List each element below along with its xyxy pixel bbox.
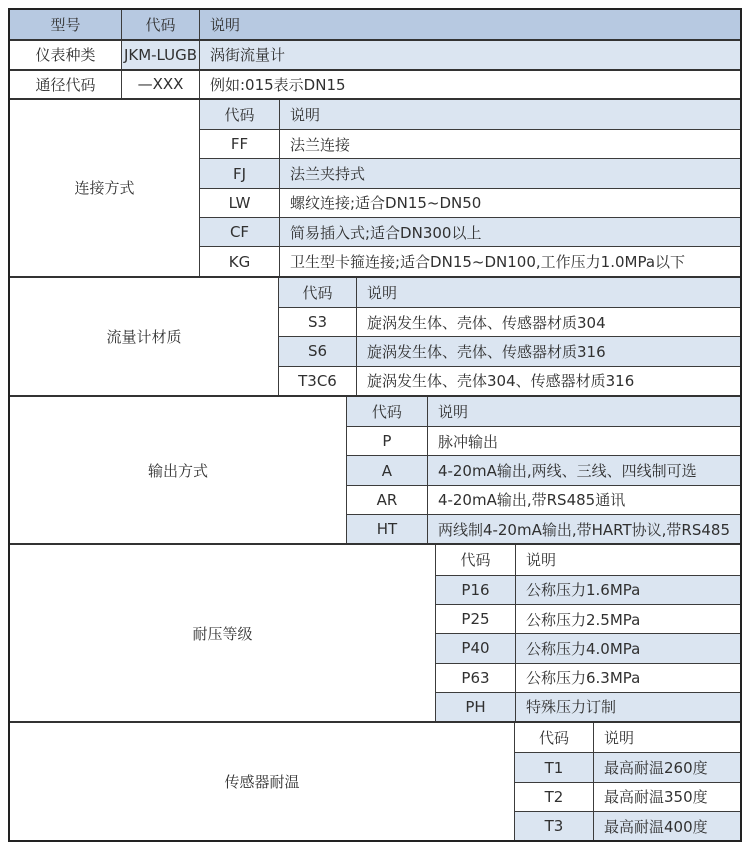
code-cell: PH xyxy=(436,693,515,721)
code-cell: A xyxy=(347,456,427,484)
section-pressure-rating xyxy=(10,543,740,721)
table-row xyxy=(436,604,740,633)
section-label: 流量计材质 xyxy=(10,278,278,395)
diameter-code-label: 通径代码 xyxy=(35,75,96,94)
subheader-desc: 说明 xyxy=(593,723,740,752)
desc-cell: 4-20mA输出,两线、三线、四线制可选 xyxy=(427,456,740,484)
code-cell: T2 xyxy=(544,787,564,806)
section-rows xyxy=(199,100,740,276)
table-row xyxy=(279,307,740,336)
table-row xyxy=(347,485,740,514)
table-row xyxy=(200,217,740,246)
code-cell: T3C6 xyxy=(298,371,337,390)
header-code-col: 代码 xyxy=(121,10,199,39)
subheader-desc: 说明 xyxy=(356,278,740,307)
code-cell: P40 xyxy=(436,634,515,662)
header-model-col: 型号 xyxy=(10,10,121,39)
table-row xyxy=(436,633,740,662)
desc-cell: 旋涡发生体、壳体、传感器材质316 xyxy=(356,337,740,365)
section-rows xyxy=(514,723,740,840)
section-label: 连接方式 xyxy=(10,100,199,276)
code-cell: T1 xyxy=(515,753,593,781)
diameter-code-desc: 例如:015表示DN15 xyxy=(199,71,740,98)
section-connection-type xyxy=(10,98,740,276)
desc-cell: 最高耐温260度 xyxy=(593,753,740,781)
desc-cell: 公称压力2.5MPa xyxy=(515,605,740,633)
table-row xyxy=(515,752,740,781)
subheader-row xyxy=(279,278,740,307)
subheader-code: 代码 xyxy=(279,278,356,307)
subheader-row xyxy=(436,545,740,574)
table-row xyxy=(200,129,740,158)
desc-cell: 公称压力1.6MPa xyxy=(515,576,740,604)
table-row xyxy=(436,663,740,692)
subheader-code: 代码 xyxy=(347,397,427,426)
table-row xyxy=(279,366,740,395)
diameter-code-code: —XXX xyxy=(121,71,199,98)
table-row xyxy=(515,811,740,840)
desc-cell: 简易插入式;适合DN300以上 xyxy=(279,218,740,246)
section-rows xyxy=(435,545,740,721)
subheader-row xyxy=(515,723,740,752)
desc-cell: 4-20mA输出,带RS485通讯 xyxy=(427,486,740,514)
table-row xyxy=(347,426,740,455)
table-row xyxy=(436,575,740,604)
subheader-desc: 说明 xyxy=(427,397,740,426)
row-diameter-code xyxy=(10,69,740,98)
model-code-table xyxy=(8,8,742,842)
section-output-mode xyxy=(10,395,740,543)
section-rows xyxy=(278,278,740,395)
instrument-type-desc: 涡街流量计 xyxy=(199,41,740,68)
code-cell: P xyxy=(382,432,392,451)
section-sensor-temp xyxy=(10,721,740,840)
section-rows xyxy=(346,397,740,543)
section-label: 传感器耐温 xyxy=(10,723,514,840)
desc-cell: 特殊压力订制 xyxy=(515,693,740,721)
code-cell: FF xyxy=(230,135,249,154)
code-cell: P25 xyxy=(461,610,490,629)
code-cell: HT xyxy=(347,515,427,543)
table-row xyxy=(200,158,740,187)
desc-cell: 法兰夹持式 xyxy=(279,159,740,187)
subheader-code: 代码 xyxy=(460,551,491,570)
desc-cell: 法兰连接 xyxy=(279,130,740,158)
table-row xyxy=(347,455,740,484)
table-row xyxy=(200,246,740,275)
code-cell: P63 xyxy=(461,668,490,687)
desc-cell: 最高耐温350度 xyxy=(593,783,740,811)
subheader-row xyxy=(200,100,740,129)
desc-cell: 脉冲输出 xyxy=(427,427,740,455)
desc-cell: 最高耐温400度 xyxy=(593,812,740,840)
code-cell: FJ xyxy=(200,159,279,187)
header-desc-col: 说明 xyxy=(199,10,740,39)
code-cell: T3 xyxy=(515,812,593,840)
section-meter-material xyxy=(10,276,740,395)
code-cell: AR xyxy=(376,490,398,509)
subheader-code: 代码 xyxy=(538,729,569,748)
subheader-desc: 说明 xyxy=(279,100,740,129)
table-header-row xyxy=(10,10,740,39)
desc-cell: 公称压力6.3MPa xyxy=(515,664,740,692)
code-cell: KG xyxy=(228,252,251,271)
desc-cell: 两线制4-20mA输出,带HART协议,带RS485 xyxy=(427,515,740,543)
subheader-row xyxy=(347,397,740,426)
desc-cell: 卫生型卡箍连接;适合DN15~DN100,工作压力1.0MPa以下 xyxy=(279,247,740,275)
table-row xyxy=(347,514,740,543)
desc-cell: 旋涡发生体、壳体304、传感器材质316 xyxy=(356,367,740,395)
code-cell: P16 xyxy=(436,576,515,604)
section-label: 输出方式 xyxy=(10,397,346,543)
table-row xyxy=(436,692,740,721)
subheader-code: 代码 xyxy=(200,100,279,129)
table-row xyxy=(515,782,740,811)
section-label: 耐压等级 xyxy=(10,545,435,721)
row-instrument-type xyxy=(10,39,740,68)
table-row xyxy=(279,336,740,365)
code-cell: S6 xyxy=(279,337,356,365)
instrument-type-code: JKM-LUGB xyxy=(121,41,199,68)
desc-cell: 旋涡发生体、壳体、传感器材质304 xyxy=(356,308,740,336)
code-cell: S3 xyxy=(307,313,328,332)
instrument-type-label: 仪表种类 xyxy=(35,46,96,65)
code-cell: CF xyxy=(200,218,279,246)
subheader-desc: 说明 xyxy=(515,545,740,574)
code-cell: LW xyxy=(228,193,251,212)
desc-cell: 螺纹连接;适合DN15~DN50 xyxy=(279,189,740,217)
table-row xyxy=(200,188,740,217)
desc-cell: 公称压力4.0MPa xyxy=(515,634,740,662)
